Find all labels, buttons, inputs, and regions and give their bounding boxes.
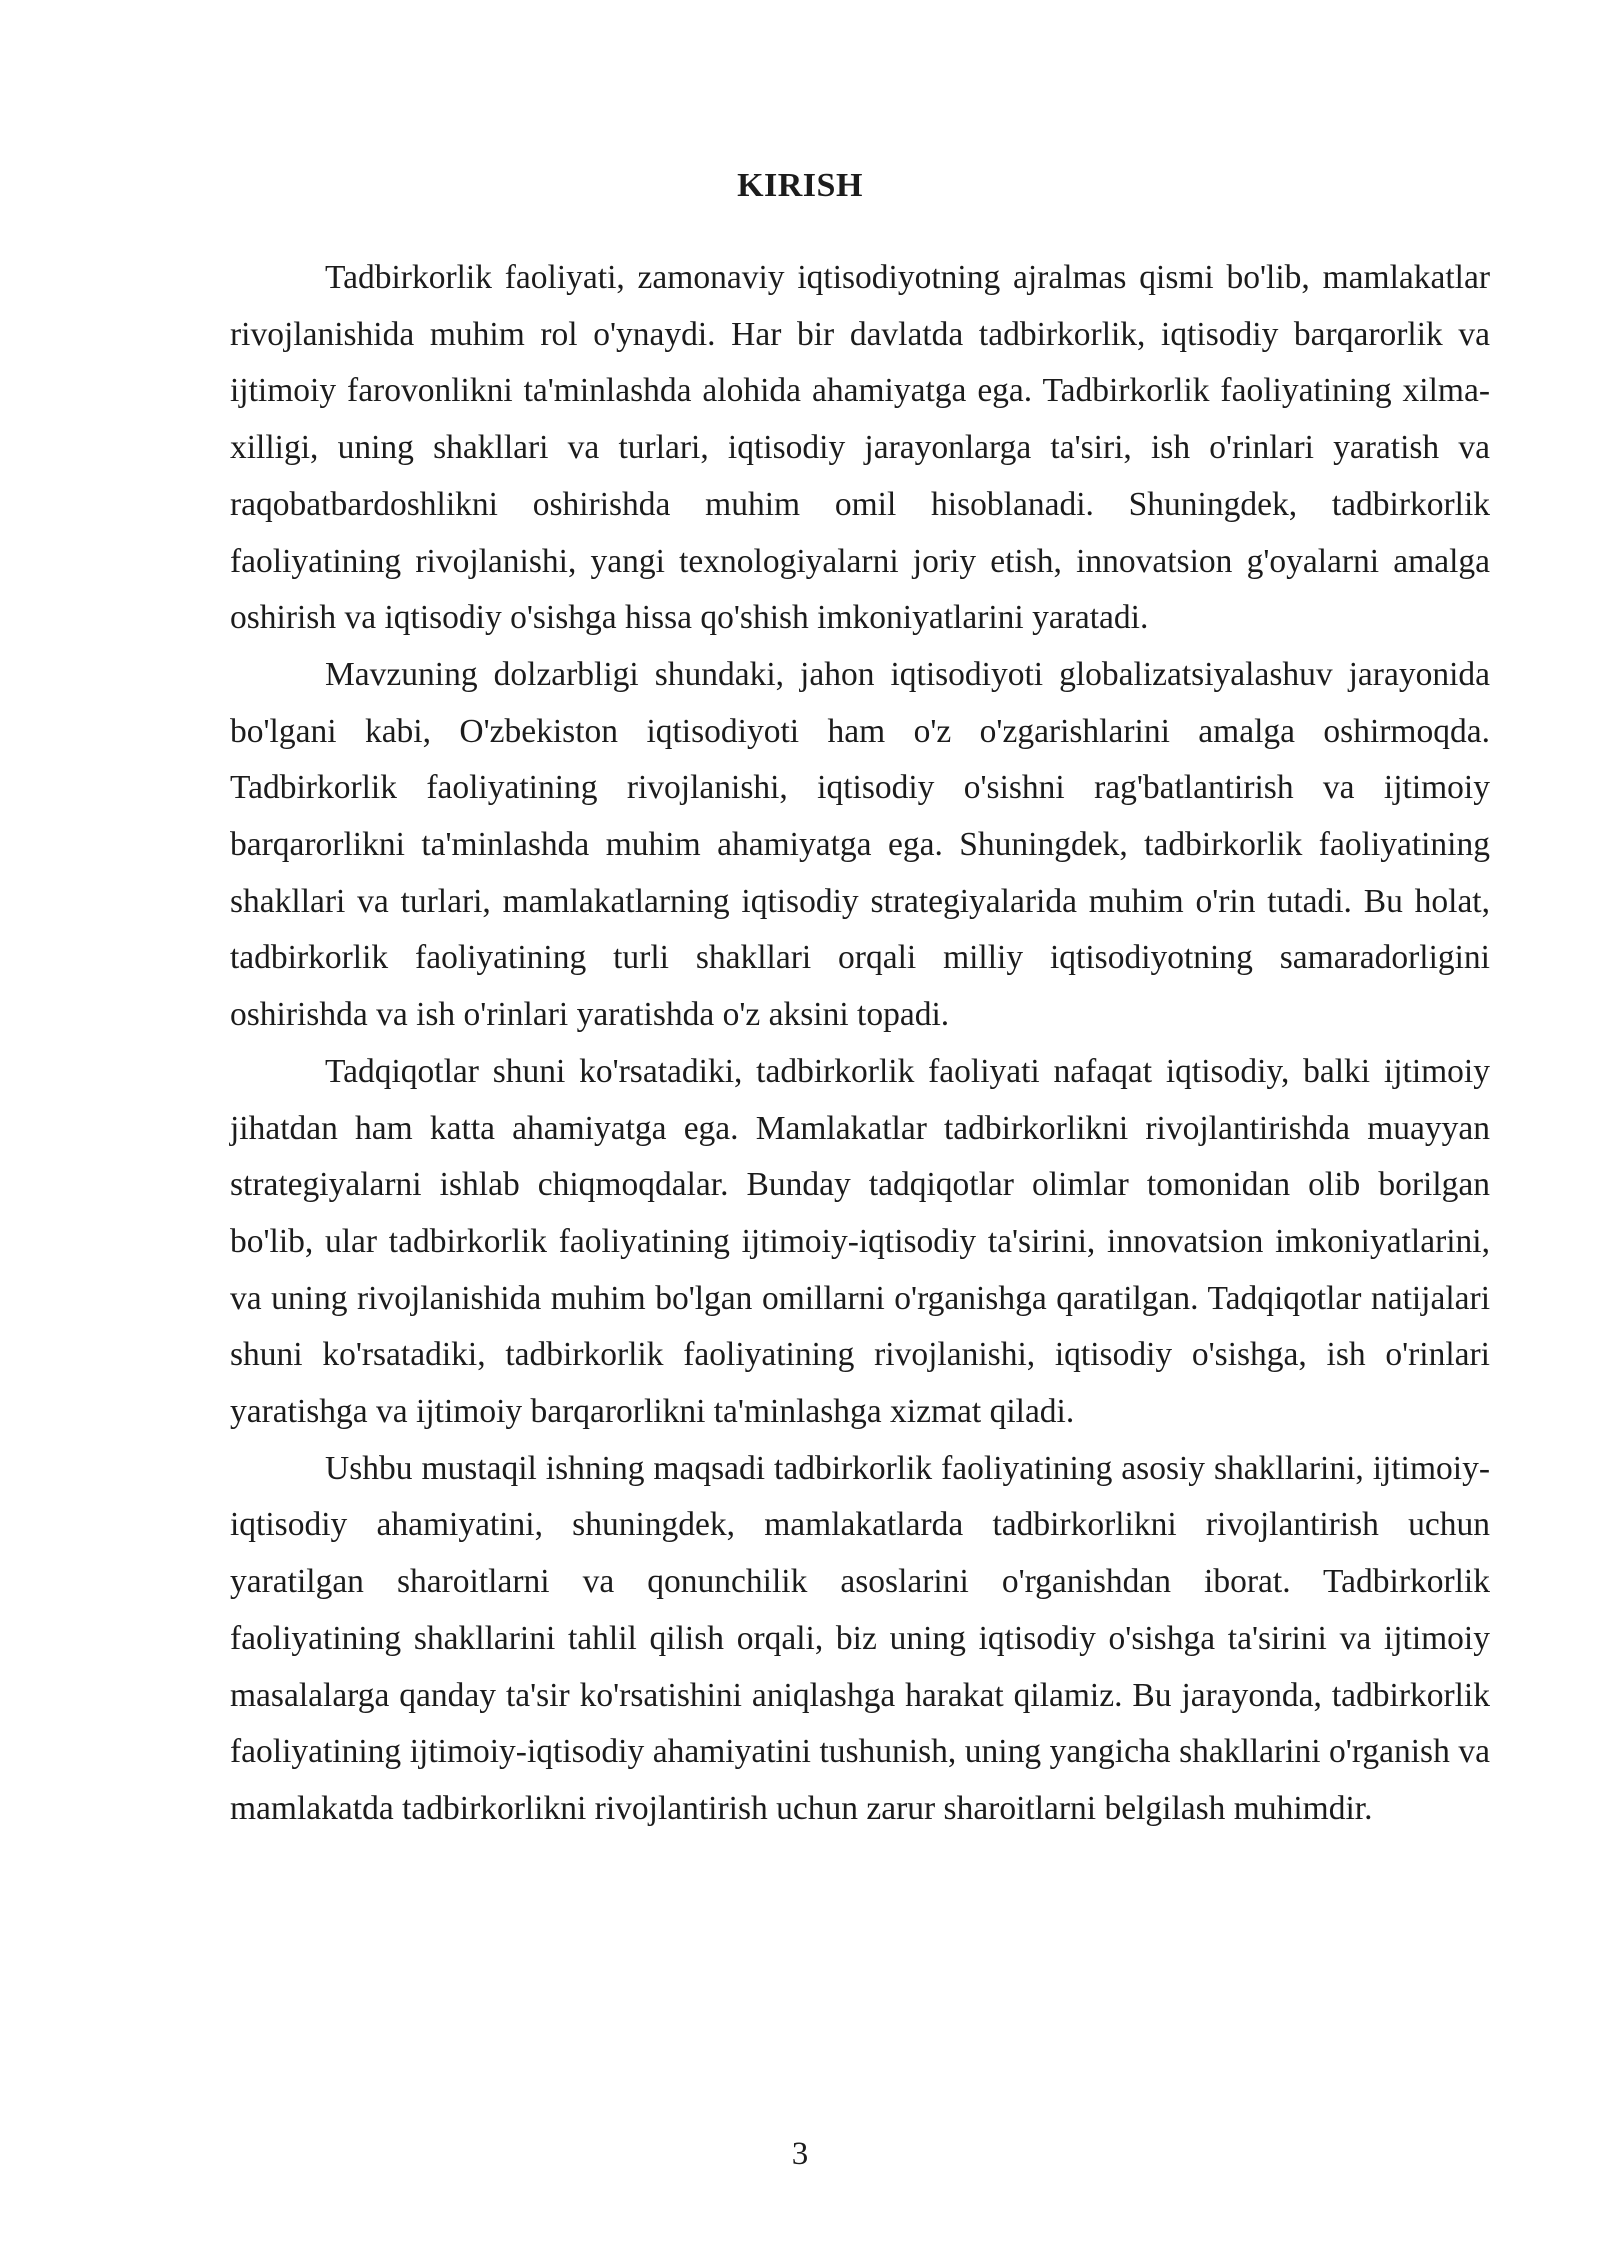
page-number: 3 xyxy=(791,2136,809,2172)
paragraph-3: Tadqiqotlar shuni ko'rsatadiki, tadbirkorlik faoliyati nafaqat iqtisodiy, balki ijtimoiy jihatdan ham katta ahamiyatga ega. Mamlakatlar tadbirkorlikni rivojlantirishda muayyan strategiyalarni ishlab chiqmoqdalar. Bunday tadqiqotlar olimlar tomonidan olib borilgan bo'lib, ular tadbirkorlik faoliyatining ijtimoiy-iqtisodiy ta'sirini, innovatsion imkoniyatlarini, va uning rivojlanishida muhim bo'lgan omillarni o'rganishga qaratilgan. Tadqiqotlar natijalari shuni ko'rsatadiki, tadbirkorlik faoliyatining rivojlanishi, iqtisodiy o'sishga, ish o'rinlari yaratishga va ijtimoiy barqarorlikni ta'minlashga xizmat qiladi. xyxy=(230,1052,1490,1431)
body-text xyxy=(230,250,1490,1838)
section-title: KIRISH xyxy=(737,167,863,204)
paragraph-4: Ushbu mustaqil ishning maqsadi tadbirkorlik faoliyatining asosiy shakllarini, ijtimoiy-iqtisodiy ahamiyatini, shuningdek, mamlakatlarda tadbirkorlikni rivojlantirish uchun yaratilgan sharoitlarni va qonunchilik asoslarini o'rganishdan iborat. Tadbirkorlik faoliyatining shakllarini tahlil qilish orqali, biz uning iqtisodiy o'sishga ta'sirini va ijtimoiy masalalarga qanday ta'sir ko'rsatishini aniqlashga harakat qilamiz. Bu jarayonda, tadbirkorlik faoliyatining ijtimoiy-iqtisodiy ahamiyatini tushunish, uning yangicha shakllarini o'rganish va mamlakatda tadbirkorlikni rivojlantirish uchun zarur sharoitlarni belgilash muhimdir. xyxy=(230,1449,1490,1827)
paragraph-1: Tadbirkorlik faoliyati, zamonaviy iqtisodiyotning ajralmas qismi bo'lib, mamlakatlar rivojlanishida muhim rol o'ynaydi. Har bir davlatda tadbirkorlik, iqtisodiy barqarorlik va ijtimoiy farovonlikni ta'minlashda alohida ahamiyatga ega. Tadbirkorlik faoliyatining xilma-xilligi, uning shakllari va turlari, iqtisodiy jarayonlarga ta'siri, ish o'rinlari yaratish va raqobatbardoshlikni oshirishda muhim omil hisoblanadi. Shuningdek, tadbirkorlik faoliyatining rivojlanishi, yangi texnologiyalarni joriy etish, innovatsion g'oyalarni amalga oshirish va iqtisodiy o'sishga hissa qo'shish imkoniyatlarini yaratadi. xyxy=(230,259,1490,637)
paragraph-2: Mavzuning dolzarbligi shundaki, jahon iqtisodiyoti globalizatsiyalashuv jarayonida bo'lgani kabi, O'zbekiston iqtisodiyoti ham o'z o'zgarishlarini amalga oshirmoqda. Tadbirkorlik faoliyatining rivojlanishi, iqtisodiy o'sishni rag'batlantirish va ijtimoiy barqarorlikni ta'minlashda muhim ahamiyatga ega. Shuningdek, tadbirkorlik faoliyatining shakllari va turlari, mamlakatlarning iqtisodiy strategiyalarida muhim o'rin tutadi. Bu holat, tadbirkorlik faoliyatining turli shakllari orqali milliy iqtisodiyotning samaradorligini oshirishda va ish o'rinlari yaratishda o'z aksini topadi. xyxy=(230,655,1490,1034)
